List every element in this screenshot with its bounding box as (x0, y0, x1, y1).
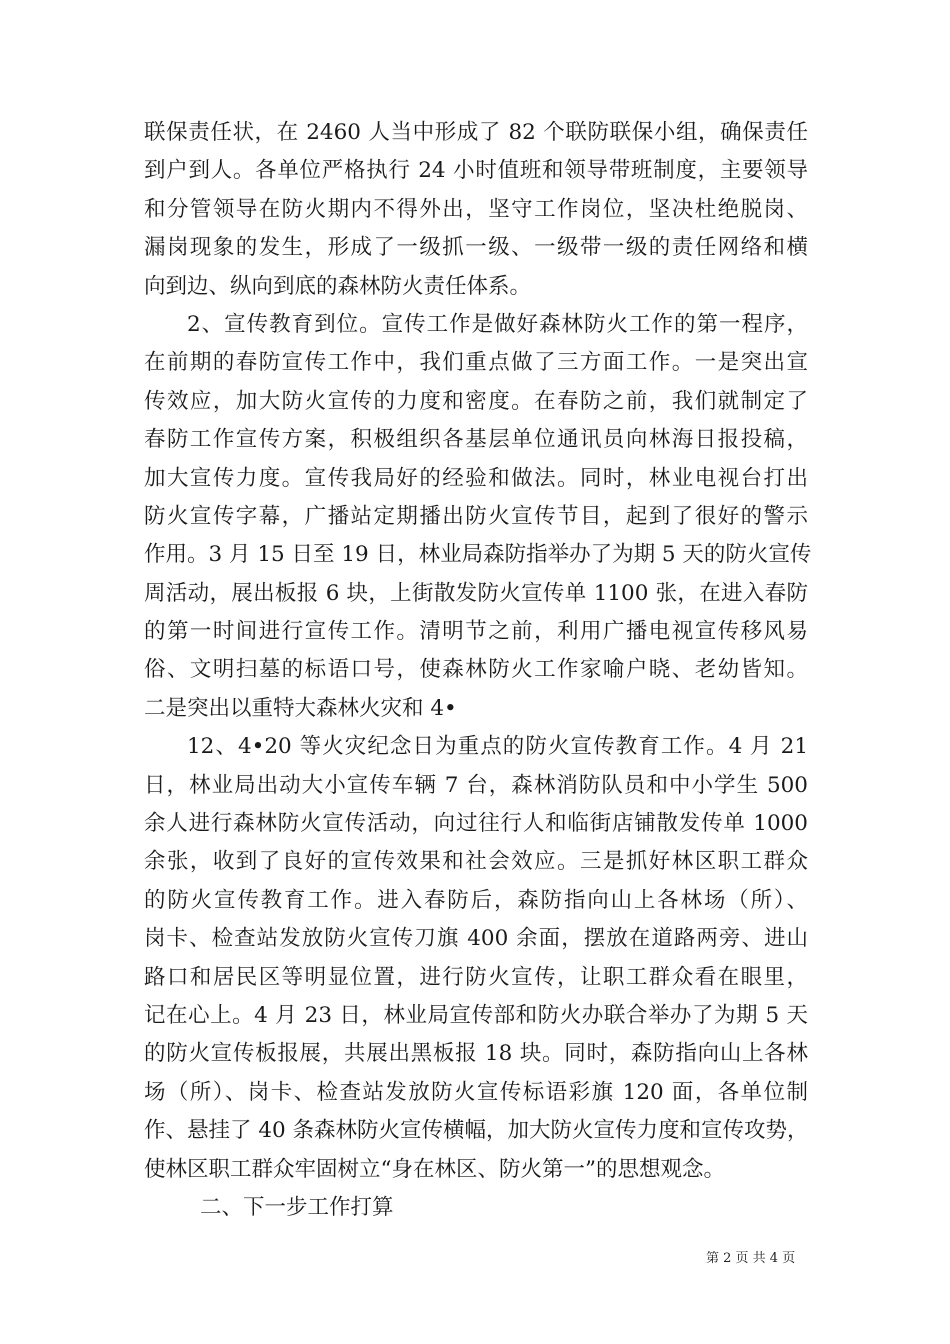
text-line: 向到边、纵向到底的森林防火责任体系。 (144, 273, 532, 299)
text-line: 春防工作宣传方案，积极组织各基层单位通讯员向林海日报投稿， (144, 427, 808, 453)
paragraph-publicity-education (144, 306, 812, 728)
text-line: 的第一时间进行宣传工作。清明节之前，利用广播电视宣传移风易 (144, 619, 808, 645)
text-line: 加大宣传力度。宣传我局好的经验和做法。同时，林业电视台打出 (144, 465, 808, 491)
text-line: 周活动，展出板报 6 块，上街散发防火宣传单 1100 张，在进入春防 (144, 580, 808, 606)
text-line: 在前期的春防宣传工作中，我们重点做了三方面工作。一是突出宣 (144, 350, 808, 376)
paragraph-responsibility (144, 114, 808, 306)
text-line: 余人进行森林防火宣传活动，向过往行人和临街店铺散发传单 1000 (144, 811, 808, 837)
document-body (144, 114, 812, 1227)
text-line: 日，林业局出动大小宣传车辆 7 台，森林消防队员和中小学生 500 (144, 772, 808, 798)
text-line: 到户到人。各单位严格执行 24 小时值班和领导带班制度，主要领导 (144, 158, 808, 184)
text-line: 传效应，加大防火宣传的力度和密度。在春防之前，我们就制定了 (144, 388, 808, 414)
text-line: 作、悬挂了 40 条森林防火宣传横幅，加大防火宣传力度和宣传攻势， (144, 1118, 809, 1144)
text-line: 2、宣传教育到位。宣传工作是做好森林防火工作的第一程序， (187, 311, 808, 337)
text-line: 和分管领导在防火期内不得外出，坚守工作岗位，坚决杜绝脱岗、 (144, 196, 808, 222)
text-line: 12、4•20 等火灾纪念日为重点的防火宣传教育工作。4 月 21 (187, 734, 808, 760)
paragraph-memorial-day-campaign (144, 728, 808, 1189)
text-line: 余张，收到了良好的宣传效果和社会效应。三是抓好林区职工群众 (144, 849, 808, 875)
text-line: 路口和居民区等明显位置，进行防火宣传，让职工群众看在眼里， (144, 964, 808, 990)
page-number-footer: 第 2 页 共 4 页 (706, 1251, 796, 1266)
text-line: 防火宣传字幕，广播站定期播出防火宣传节目，起到了很好的警示 (144, 503, 808, 529)
section-heading: 二、下一步工作打算 (200, 1194, 394, 1220)
text-line: 场（所）、岗卡、检查站发放防火宣传标语彩旗 120 面，各单位制 (144, 1079, 808, 1105)
text-line: 记在心上。4 月 23 日，林业局宣传部和防火办联合举办了为期 5 天 (144, 1002, 808, 1028)
text-line: 二是突出以重特大森林火灾和 4• (144, 695, 457, 721)
text-line: 的防火宣传板报展，共展出黑板报 18 块。同时，森防指向山上各林 (144, 1041, 808, 1067)
text-line: 联保责任状，在 2460 人当中形成了 82 个联防联保小组，确保责任 (144, 120, 808, 145)
text-line: 岗卡、检查站发放防火宣传刀旗 400 余面，摆放在道路两旁、进山 (144, 926, 808, 952)
text-line: 俗、文明扫墓的标语口号，使森林防火工作家喻户晓、老幼皆知。 (144, 657, 808, 683)
text-line: 使林区职工群众牢固树立“身在林区、防火第一”的思想观念。 (144, 1156, 725, 1182)
text-line: 漏岗现象的发生，形成了一级抓一级、一级带一级的责任网络和横 (144, 235, 808, 261)
text-line: 作用。3 月 15 日至 19 日，林业局森防指举办了为期 5 天的防火宣传 (144, 542, 812, 568)
text-line: 的防火宣传教育工作。进入春防后，森防指向山上各林场（所）、 (144, 887, 808, 913)
